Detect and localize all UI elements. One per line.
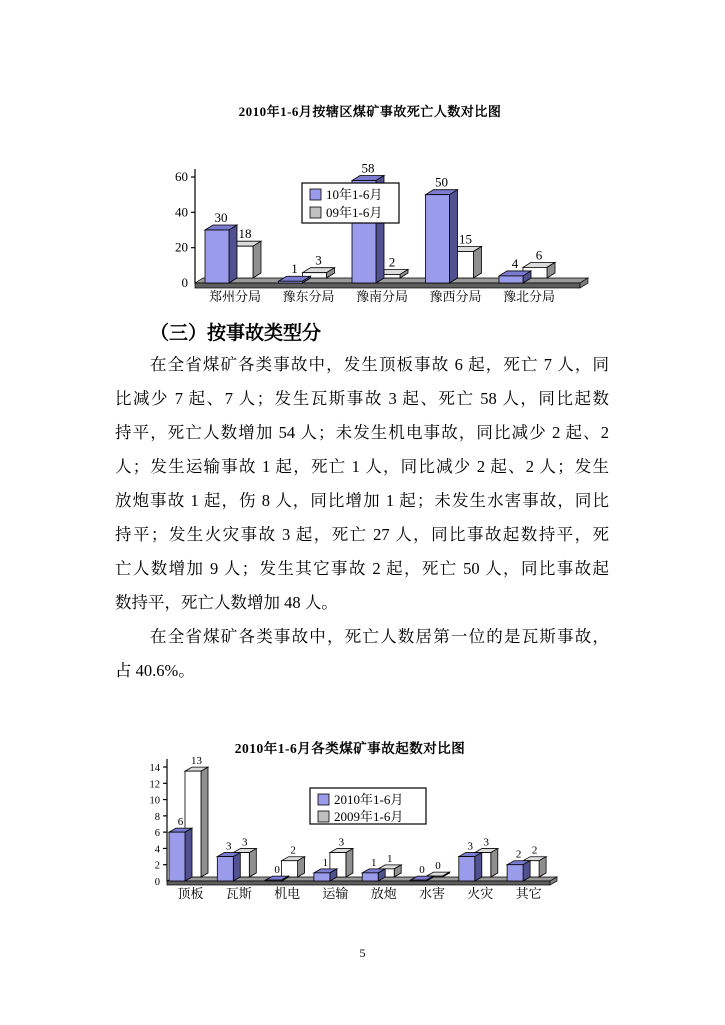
chart1-title: 2010年1-6月按辖区煤矿事故死亡人数对比图 [238,104,502,119]
category-label: 水害 [418,886,446,901]
bar [279,281,303,283]
data-label: 6 [177,816,184,829]
legend-label: 09年1-6月 [326,205,383,220]
bar [426,195,450,283]
chart2-title: 2010年1-6月各类煤矿事故起数对比图 [234,741,466,756]
bar [205,230,229,283]
data-label: 3 [226,840,232,853]
category-label: 放炮 [370,886,397,901]
bar-side-face [298,857,305,877]
y-tick-label: 4 [154,844,160,856]
y-tick-label: 20 [175,239,188,255]
bar [507,865,523,881]
y-tick-label: 2 [154,860,160,872]
floor-front [167,881,550,885]
page-number: 5 [359,946,366,960]
data-label: 2 [531,844,538,857]
bar [266,880,282,881]
data-label: 13 [191,755,202,768]
bar [282,861,298,877]
category-label: 豫南分局 [355,289,409,304]
bar [411,880,427,881]
bar-side-face [201,767,208,877]
data-label: 2 [290,844,296,857]
bar-side-face [475,853,482,881]
data-label: 3 [467,840,474,853]
data-label: 2 [515,848,522,861]
body-line: 亡人数增加 9 人；发生其它事故 2 起，死亡 50 人，同比事故起 [115,559,609,578]
body-line: 放炮事故 1 起，伤 8 人，同比增加 1 起；未发生水害事故，同比 [115,491,609,510]
bar-side-face [229,225,237,283]
bar [169,832,185,881]
body-text [115,348,609,688]
legend-label: 2009年1-6月 [334,809,404,824]
data-label: 4 [511,255,519,271]
y-tick-label: 0 [154,877,160,888]
legend-label: 10年1-6月 [326,187,383,202]
data-label: 0 [435,860,441,873]
body-line: 占 40.6%。 [115,661,195,680]
bar-side-face [474,247,482,279]
bar-side-face [523,861,530,881]
y-tick-label: 0 [181,275,188,290]
legend-swatch [310,207,321,218]
section-heading: （三）按事故类型分 [150,323,322,344]
data-label: 3 [315,252,322,268]
data-label: 2 [388,254,396,270]
category-label: 豫北分局 [502,289,556,304]
category-label: 瓦斯 [225,886,252,901]
category-label: 豫西分局 [429,289,482,304]
y-tick-label: 14 [149,763,160,774]
data-label: 3 [242,836,248,849]
body-line: 持平，死亡人数增加 54 人；未发生机电事故，同比减少 2 起、2 [115,423,609,442]
bar-side-face [253,241,261,278]
data-label: 3 [483,836,490,849]
data-label: 30 [214,210,228,225]
y-tick-label: 10 [149,795,160,807]
body-line: 在全省煤矿各类事故中，发生顶板事故 6 起，死亡 7 人，同 [150,355,609,374]
data-label: 1 [291,261,298,277]
bar-side-face [185,828,192,881]
bar-side-face [249,849,256,877]
body-line: 比减少 7 起、7 人；发生瓦斯事故 3 起、死亡 58 人，同比起数 [115,389,609,408]
bar-side-face [450,190,458,283]
accidents-by-type-bar-chart [130,755,620,910]
data-label: 1 [322,856,329,869]
bar-side-face [233,853,240,881]
data-label: 58 [361,160,375,176]
data-label: 1 [386,852,393,865]
data-label: 18 [238,226,252,242]
data-label: 0 [419,864,425,877]
data-label: 6 [535,247,543,263]
y-tick-label: 8 [154,811,160,823]
y-tick-label: 40 [175,204,188,220]
category-label: 运输 [322,886,349,901]
floor-front [195,283,580,288]
bar [217,857,233,881]
bar [499,276,523,283]
y-tick-label: 12 [149,779,160,791]
legend-swatch [318,794,329,805]
category-label: 火灾 [467,886,494,901]
data-label: 1 [370,856,377,869]
y-tick-label: 6 [154,828,160,840]
category-label: 顶板 [177,886,204,901]
y-tick-label: 60 [175,169,188,184]
legend-label: 2010年1-6月 [334,792,404,807]
bar [459,857,475,881]
deaths-by-district-bar-chart [130,145,620,315]
category-label: 郑州分局 [208,289,262,304]
legend-swatch [310,189,321,200]
body-line: 数持平，死亡人数增加 48 人。 [115,593,338,612]
data-label: 0 [274,864,280,877]
body-line: 在全省煤矿各类事故中，死亡人数居第一位的是瓦斯事故， [150,627,609,646]
body-line: 持平；发生火灾事故 3 起，死亡 27 人，同比事故起数持平，死 [115,525,609,544]
data-label: 50 [435,174,448,190]
data-label: 3 [338,836,345,849]
bar-side-face [491,849,498,877]
data-label: 15 [459,231,472,247]
category-label: 其它 [515,886,542,901]
legend-swatch [318,811,329,822]
bar-side-face [346,849,353,877]
bar [314,873,330,881]
bar-side-face [539,857,546,877]
bar [362,873,378,881]
body-line: 人；发生运输事故 1 起，死亡 1 人，同比减少 2 起、2 人；发生 [115,457,609,476]
category-label: 豫东分局 [282,289,335,304]
category-label: 机电 [274,886,301,901]
